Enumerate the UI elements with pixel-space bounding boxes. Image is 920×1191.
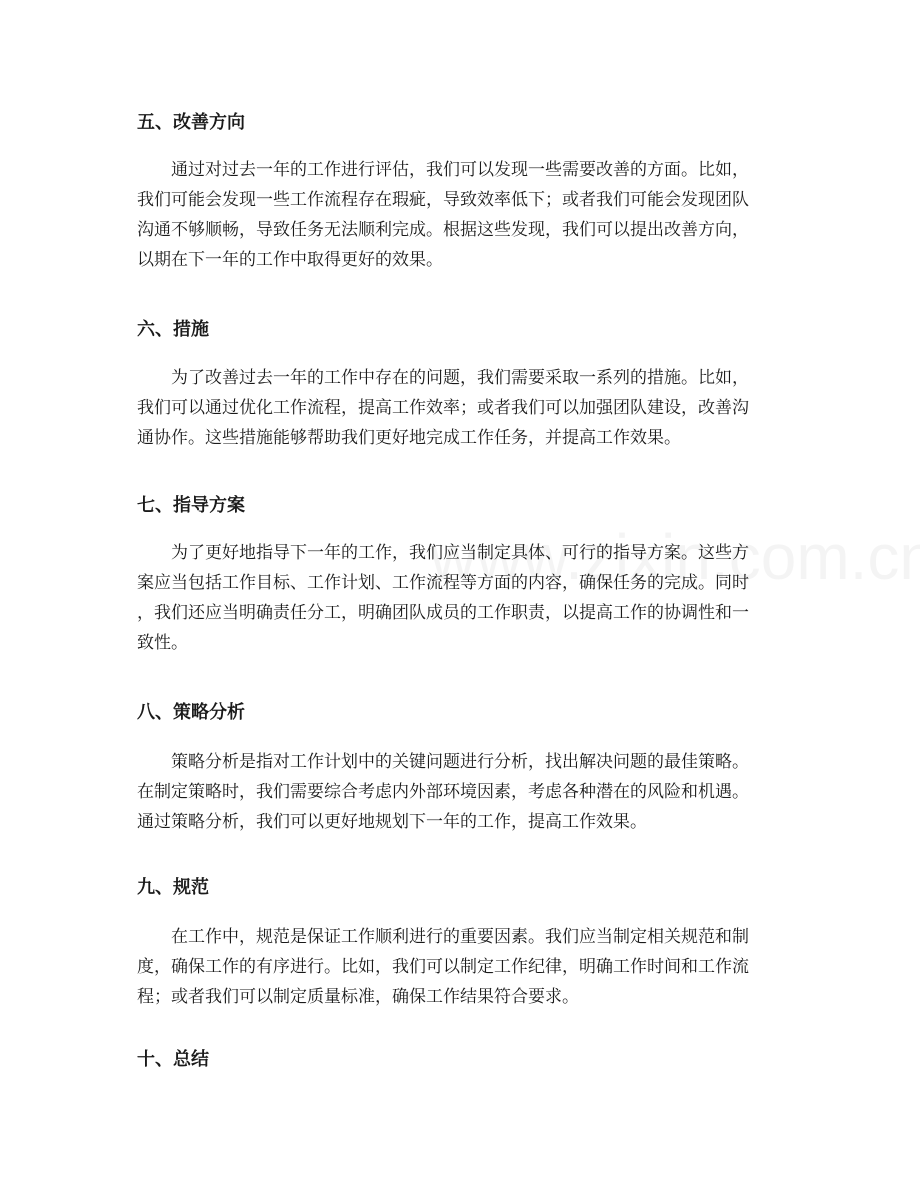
paragraph-line: 度，确保工作的有序进行。比如，我们可以制定工作纪律，明确工作时间和工作流 xyxy=(137,957,749,977)
section-heading-7: 七、指导方案 xyxy=(137,495,245,516)
paragraph-line: 通协作。这些措施能够帮助我们更好地完成工作任务，并提高工作效果。 xyxy=(137,428,681,448)
paragraph-line: 策略分析是指对工作计划中的关键问题进行分析，找出解决问题的最佳策略。 xyxy=(137,752,749,772)
paragraph-line: 致性。 xyxy=(137,633,188,653)
paragraph-line: ，我们还应当明确责任分工，明确团队成员的工作职责，以提高工作的协调性和一 xyxy=(137,603,749,623)
section-heading-6: 六、措施 xyxy=(137,319,209,340)
paragraph-line: 以期在下一年的工作中取得更好的效果。 xyxy=(137,250,443,270)
paragraph-line: 为了更好地指导下一年的工作，我们应当制定具体、可行的指导方案。这些方 xyxy=(137,543,749,563)
paragraph-line: 沟通不够顺畅，导致任务无法顺利完成。根据这些发现，我们可以提出改善方向， xyxy=(137,220,749,240)
paragraph-line: 通过策略分析，我们可以更好地规划下一年的工作，提高工作效果。 xyxy=(137,812,647,832)
section-heading-10: 十、总结 xyxy=(137,1049,209,1070)
paragraph-line: 在工作中，规范是保证工作顺利进行的重要因素。我们应当制定相关规范和制 xyxy=(137,927,749,947)
section-paragraph-9 xyxy=(137,922,797,1012)
section-paragraph-8 xyxy=(137,747,797,837)
section-paragraph-5 xyxy=(137,155,797,275)
section-heading-9: 九、规范 xyxy=(137,877,209,898)
section-heading-5: 五、改善方向 xyxy=(137,112,245,133)
paragraph-line: 我们可以通过优化工作流程，提高工作效率；或者我们可以加强团队建设，改善沟 xyxy=(137,398,749,418)
section-paragraph-6 xyxy=(137,363,797,453)
paragraph-line: 在制定策略时，我们需要综合考虑内外部环境因素，考虑各种潜在的风险和机遇。 xyxy=(137,782,749,802)
section-paragraph-7 xyxy=(137,538,797,658)
paragraph-line: 案应当包括工作目标、工作计划、工作流程等方面的内容，确保任务的完成。同时 xyxy=(137,573,749,593)
section-heading-8: 八、策略分析 xyxy=(137,702,245,723)
paragraph-line: 程；或者我们可以制定质量标准，确保工作结果符合要求。 xyxy=(137,987,579,1007)
paragraph-line: 为了改善过去一年的工作中存在的问题，我们需要采取一系列的措施。比如， xyxy=(137,368,749,388)
paragraph-line: 通过对过去一年的工作进行评估，我们可以发现一些需要改善的方面。比如， xyxy=(137,160,749,180)
paragraph-line: 我们可能会发现一些工作流程存在瑕疵，导致效率低下；或者我们可能会发现团队 xyxy=(137,190,749,210)
